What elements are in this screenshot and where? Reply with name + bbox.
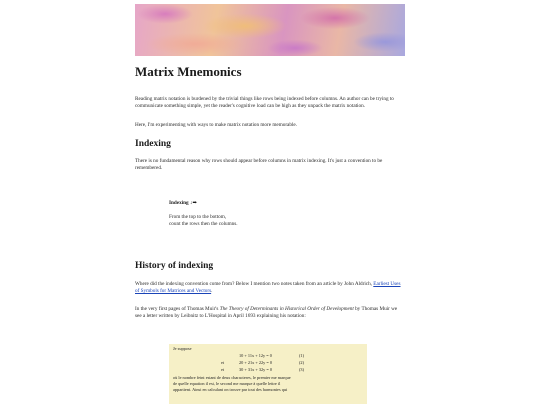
indexing-section bbox=[135, 158, 405, 172]
indexing-heading: Indexing bbox=[135, 139, 171, 149]
history-heading: History of indexing bbox=[135, 261, 214, 271]
history-paragraph-1 bbox=[135, 281, 405, 295]
history-p2-text: In the very first pages of Thomas Muir's bbox=[135, 306, 220, 312]
intro-section-2 bbox=[135, 122, 405, 129]
indexing-mnemonic-title: Indexing ↓➡ bbox=[169, 200, 197, 206]
earliest-uses-link[interactable]: Earliest Uses of Symbols for Matrices and Vectors bbox=[135, 281, 401, 294]
scan-line-6: appartient. Ainsi en calculant on trouve par tout des harmonies qui bbox=[173, 387, 288, 392]
scan-et-1: et bbox=[221, 360, 225, 365]
scan-equation-3-number: (3) bbox=[299, 367, 305, 372]
intro-paragraph-1: Reading matrix notation is burdened by the trivial things like rows being indexed before columns. An author can be trying to communicate something simple, yet the reader's cognitive load can be high as they unpack the matrix notation. bbox=[135, 96, 394, 109]
scan-equation-1-number: (1) bbox=[299, 353, 305, 358]
history-p1-end: . bbox=[211, 288, 213, 294]
header-banner-image bbox=[135, 4, 405, 56]
scan-line-5: de quelle equation il est, le second me marque à quelle lettre il bbox=[173, 381, 281, 386]
indexing-mnemonic-box bbox=[169, 199, 289, 228]
scan-line-0: Je suppose bbox=[173, 346, 192, 351]
scan-equation-2-number: (2) bbox=[299, 360, 305, 365]
page-title: Matrix Mnemonics bbox=[135, 64, 242, 79]
intro-section bbox=[135, 96, 405, 110]
history-p1-text: Where did the indexing convention come from? Below I mention two notes taken from an article by John Aldrich, bbox=[135, 281, 374, 287]
leibnitz-letter-scan bbox=[169, 344, 367, 404]
history-section bbox=[135, 281, 405, 295]
book-title: The Theory of Determinants in Historical Order of Development bbox=[219, 306, 354, 312]
indexing-mnemonic-line-2: count the rows then the columns. bbox=[169, 221, 238, 227]
history-p2-end: by Thomas Muir we see a letter written by Leibnitz to L'Hospital in April 1693 explaining his notation: bbox=[135, 306, 398, 319]
indexing-mnemonic-line-1: From the top to the bottom, bbox=[169, 214, 227, 220]
scan-equation-1: 10 + 11x + 12y = 0 bbox=[239, 353, 272, 358]
scan-equation-2: 20 + 21x + 22y = 0 bbox=[239, 360, 273, 365]
history-paragraph-2 bbox=[135, 306, 405, 320]
history-section-2 bbox=[135, 306, 405, 320]
intro-paragraph-2: Here, I'm experimenting with ways to make matrix notation more memorable. bbox=[135, 122, 297, 128]
scan-line-4: où le nombre feint estant de deux characteres, le premier me marque bbox=[173, 375, 291, 380]
scan-et-2: et bbox=[221, 367, 225, 372]
indexing-paragraph: There is no fundamental reason why rows should appear before columns in matrix indexing. It's just a convention to be remembered. bbox=[135, 158, 383, 171]
scan-equation-3: 30 + 31x + 32y = 0 bbox=[239, 367, 273, 372]
